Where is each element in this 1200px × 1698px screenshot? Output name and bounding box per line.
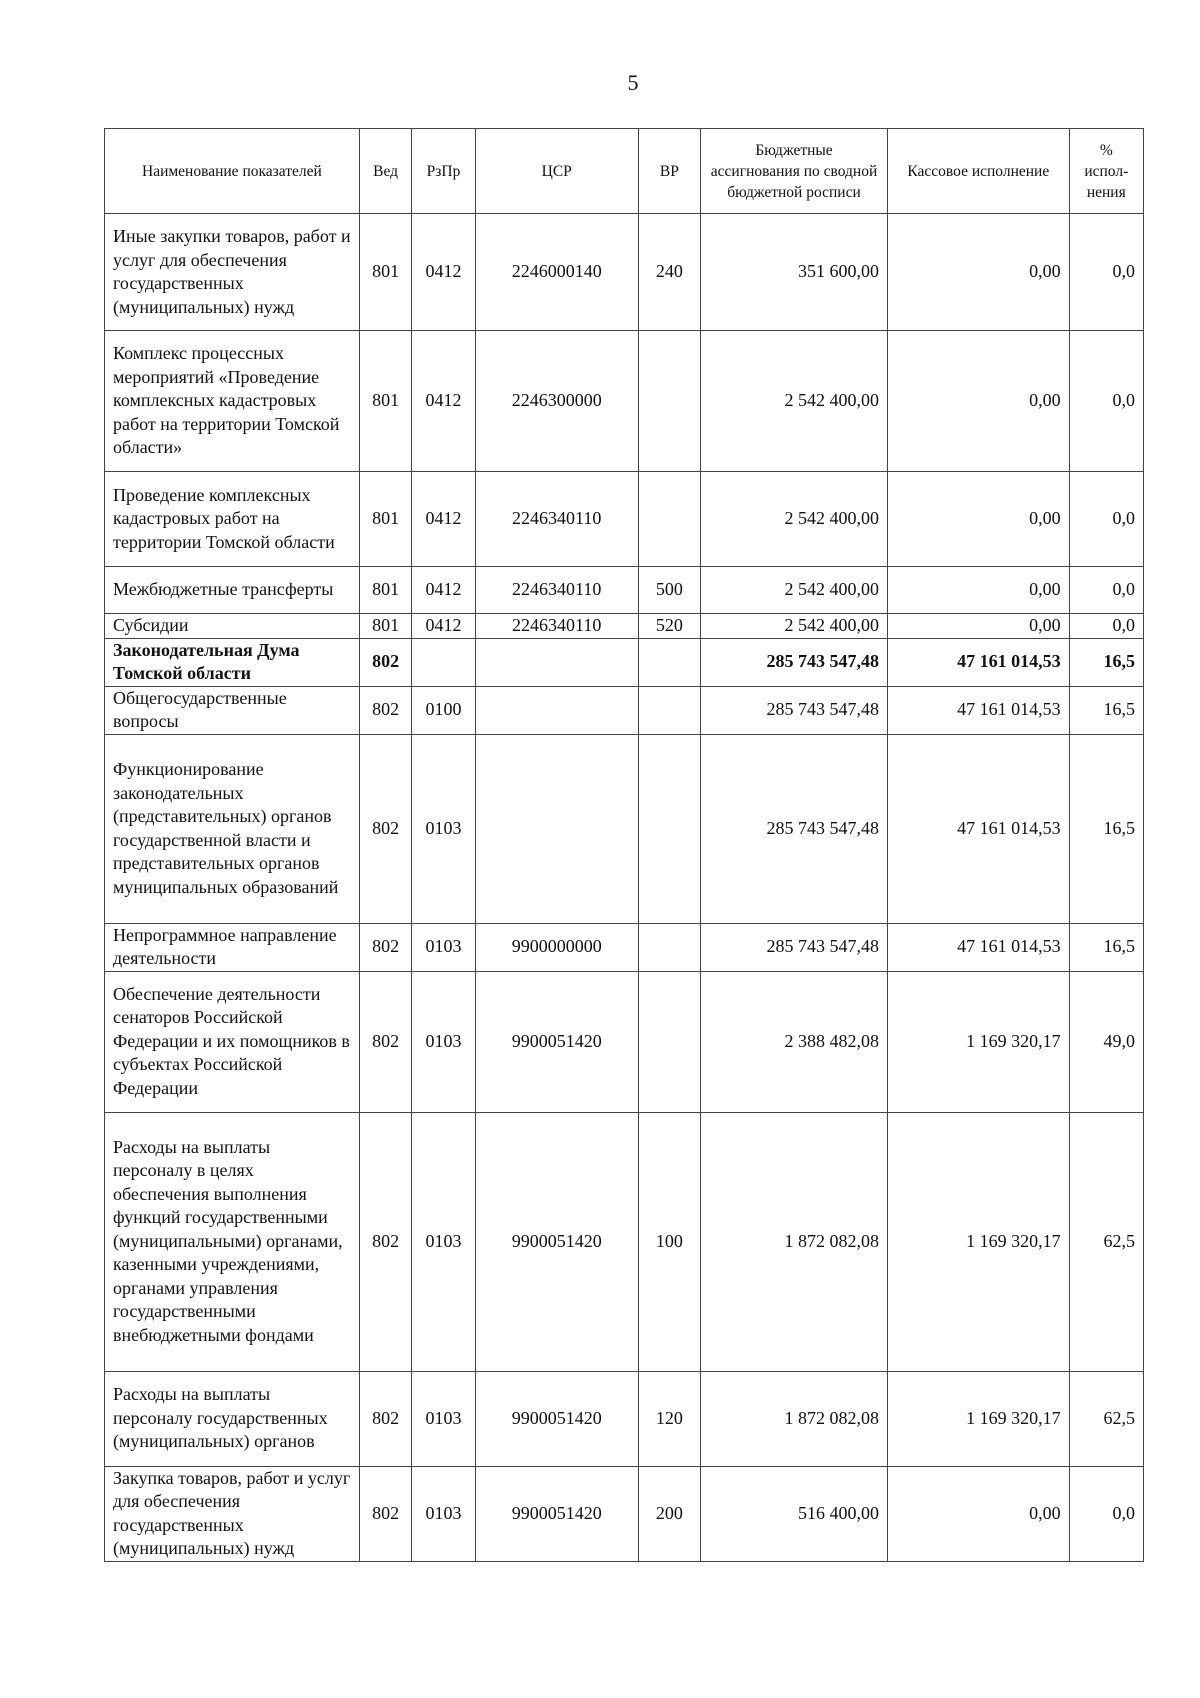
cell-rzpr: 0412: [412, 567, 475, 614]
cell-budget: 2 542 400,00: [701, 567, 888, 614]
cell-rzpr: 0412: [412, 331, 475, 472]
cell-rzpr: [412, 638, 475, 686]
cell-vr: [638, 734, 700, 923]
cell-csr: 2246300000: [475, 331, 638, 472]
cell-cash: 47 161 014,53: [888, 638, 1070, 686]
cell-percent: 49,0: [1069, 971, 1143, 1112]
cell-percent: 0,0: [1069, 472, 1143, 567]
cell-vr: 100: [638, 1112, 700, 1371]
cell-ved: 802: [359, 1371, 411, 1466]
cell-vr: 200: [638, 1466, 700, 1561]
cell-ved: 802: [359, 1112, 411, 1371]
cell-budget: 285 743 547,48: [701, 734, 888, 923]
cell-rzpr: 0412: [412, 472, 475, 567]
cell-name: Непрограммное направление деятельности: [105, 923, 360, 971]
cell-rzpr: 0103: [412, 734, 475, 923]
cell-budget: 351 600,00: [701, 214, 888, 331]
cell-cash: 47 161 014,53: [888, 734, 1070, 923]
header-budget: Бюджетные ассигнования по сводной бюджетной росписи: [701, 129, 888, 214]
cell-cash: 0,00: [888, 214, 1070, 331]
cell-budget: 2 542 400,00: [701, 472, 888, 567]
cell-csr: 9900000000: [475, 923, 638, 971]
cell-name: Комплекс процессных мероприятий «Проведение комплексных кадастровых работ на территории Томской области»: [105, 331, 360, 472]
cell-ved: 802: [359, 686, 411, 734]
cell-csr: 9900051420: [475, 1371, 638, 1466]
cell-rzpr: 0103: [412, 1112, 475, 1371]
cell-name: Расходы на выплаты персоналу государственных (муниципальных) органов: [105, 1371, 360, 1466]
cell-cash: 0,00: [888, 567, 1070, 614]
cell-budget: 285 743 547,48: [701, 923, 888, 971]
cell-percent: 16,5: [1069, 923, 1143, 971]
cell-name: Субсидии: [105, 614, 360, 639]
table-row: [105, 214, 1144, 331]
table-row: [105, 567, 1144, 614]
cell-rzpr: 0103: [412, 923, 475, 971]
cell-csr: 2246340110: [475, 567, 638, 614]
cell-cash: 1 169 320,17: [888, 1112, 1070, 1371]
cell-rzpr: 0412: [412, 214, 475, 331]
table-row: [105, 1112, 1144, 1371]
cell-budget: 1 872 082,08: [701, 1112, 888, 1371]
header-rzpr: РзПр: [412, 129, 475, 214]
cell-name: Расходы на выплаты персоналу в целях обеспечения выполнения функций государственными (муниципальными) органами, казенными учреждениями, органами управления государственными внебюджетными фондами: [105, 1112, 360, 1371]
cell-ved: 801: [359, 567, 411, 614]
table-row: [105, 331, 1144, 472]
cell-vr: [638, 331, 700, 472]
cell-ved: 802: [359, 971, 411, 1112]
cell-budget: 2 542 400,00: [701, 614, 888, 639]
cell-percent: 62,5: [1069, 1371, 1143, 1466]
cell-ved: 802: [359, 1466, 411, 1561]
header-percent: % испол-нения: [1069, 129, 1143, 214]
cell-name: Закупка товаров, работ и услуг для обеспечения государственных (муниципальных) нужд: [105, 1466, 360, 1561]
cell-cash: 0,00: [888, 472, 1070, 567]
budget-execution-table: [104, 128, 1144, 1562]
cell-ved: 802: [359, 923, 411, 971]
cell-name: Обеспечение деятельности сенаторов Российской Федерации и их помощников в субъектах Российской Федерации: [105, 971, 360, 1112]
cell-csr: 2246340110: [475, 472, 638, 567]
cell-ved: 801: [359, 614, 411, 639]
cell-ved: 801: [359, 472, 411, 567]
header-csr: ЦСР: [475, 129, 638, 214]
cell-cash: 0,00: [888, 1466, 1070, 1561]
cell-csr: [475, 638, 638, 686]
cell-csr: [475, 734, 638, 923]
cell-csr: [475, 686, 638, 734]
cell-budget: 2 388 482,08: [701, 971, 888, 1112]
table-row: [105, 686, 1144, 734]
cell-cash: 1 169 320,17: [888, 971, 1070, 1112]
header-name: Наименование показателей: [105, 129, 360, 214]
cell-percent: 0,0: [1069, 214, 1143, 331]
cell-vr: [638, 686, 700, 734]
cell-csr: 9900051420: [475, 1112, 638, 1371]
table-row: [105, 472, 1144, 567]
cell-cash: 1 169 320,17: [888, 1371, 1070, 1466]
cell-percent: 0,0: [1069, 331, 1143, 472]
cell-percent: 0,0: [1069, 567, 1143, 614]
cell-percent: 0,0: [1069, 614, 1143, 639]
cell-vr: 120: [638, 1371, 700, 1466]
cell-vr: [638, 638, 700, 686]
cell-ved: 801: [359, 214, 411, 331]
table-row: [105, 734, 1144, 923]
cell-rzpr: 0103: [412, 1371, 475, 1466]
cell-rzpr: 0103: [412, 971, 475, 1112]
cell-rzpr: 0412: [412, 614, 475, 639]
cell-rzpr: 0103: [412, 1466, 475, 1561]
page-number: 5: [627, 70, 639, 95]
cell-name: Иные закупки товаров, работ и услуг для обеспечения государственных (муниципальных) нужд: [105, 214, 360, 331]
cell-name: Законодательная Дума Томской области: [105, 638, 360, 686]
cell-vr: [638, 472, 700, 567]
cell-percent: 16,5: [1069, 686, 1143, 734]
cell-name: Проведение комплексных кадастровых работ на территории Томской области: [105, 472, 360, 567]
table-row: [105, 923, 1144, 971]
header-vr: ВР: [638, 129, 700, 214]
cell-csr: 2246340110: [475, 614, 638, 639]
cell-name: Межбюджетные трансферты: [105, 567, 360, 614]
cell-name: Функционирование законодательных (представительных) органов государственной власти и представительных органов муниципальных образований: [105, 734, 360, 923]
cell-vr: 500: [638, 567, 700, 614]
cell-cash: 47 161 014,53: [888, 923, 1070, 971]
cell-csr: 2246000140: [475, 214, 638, 331]
cell-percent: 0,0: [1069, 1466, 1143, 1561]
cell-ved: 802: [359, 638, 411, 686]
cell-cash: 0,00: [888, 614, 1070, 639]
cell-csr: 9900051420: [475, 1466, 638, 1561]
cell-vr: [638, 971, 700, 1112]
cell-csr: 9900051420: [475, 971, 638, 1112]
cell-ved: 801: [359, 331, 411, 472]
cell-budget: 516 400,00: [701, 1466, 888, 1561]
cell-vr: 240: [638, 214, 700, 331]
cell-cash: 47 161 014,53: [888, 686, 1070, 734]
cell-rzpr: 0100: [412, 686, 475, 734]
cell-percent: 16,5: [1069, 734, 1143, 923]
table-row: [105, 1466, 1144, 1561]
table-row: [105, 614, 1144, 639]
cell-name: Общегосударственные вопросы: [105, 686, 360, 734]
header-ved: Вед: [359, 129, 411, 214]
table-header-row: [105, 129, 1144, 214]
cell-budget: 2 542 400,00: [701, 331, 888, 472]
cell-budget: 285 743 547,48: [701, 686, 888, 734]
cell-budget: 285 743 547,48: [701, 638, 888, 686]
cell-percent: 16,5: [1069, 638, 1143, 686]
table-row: [105, 1371, 1144, 1466]
header-cash: Кассовое исполнение: [888, 129, 1070, 214]
cell-percent: 62,5: [1069, 1112, 1143, 1371]
cell-cash: 0,00: [888, 331, 1070, 472]
table-row: [105, 638, 1144, 686]
cell-budget: 1 872 082,08: [701, 1371, 888, 1466]
cell-vr: [638, 923, 700, 971]
cell-ved: 802: [359, 734, 411, 923]
table-row: [105, 971, 1144, 1112]
cell-vr: 520: [638, 614, 700, 639]
